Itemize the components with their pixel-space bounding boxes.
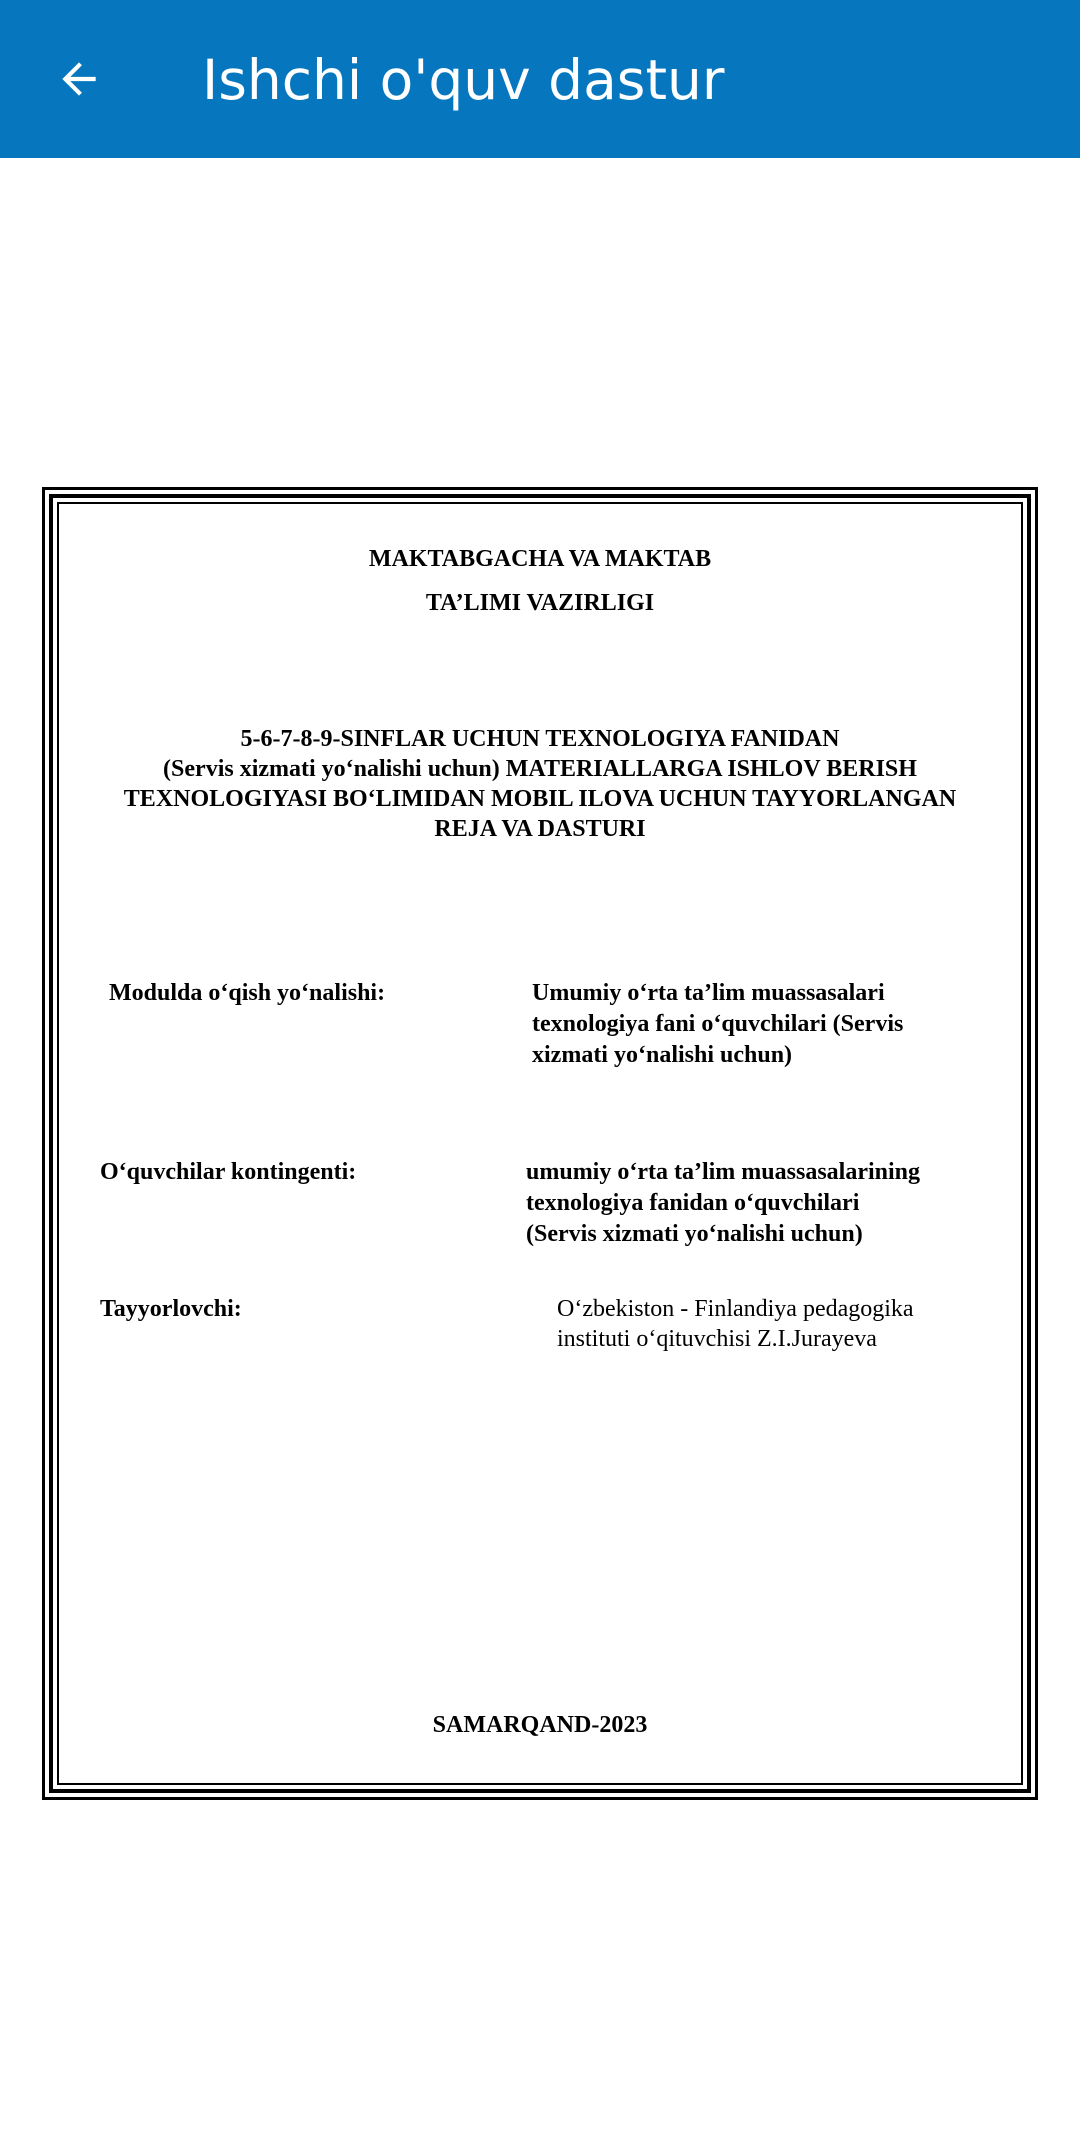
- field-label-author: Tayyorlovchi:: [100, 1296, 242, 1322]
- field-value-contingent-1: umumiy o‘rta ta’lim muassasalarining: [526, 1159, 921, 1185]
- page-title: Ishchi o'quv dastur: [202, 48, 725, 112]
- doc-title-line-4: REJA VA DASTURI: [434, 816, 646, 842]
- doc-footer: SAMARQAND-2023: [432, 1712, 648, 1738]
- field-value-direction-2: texnologiya fani o‘quvchilari (Servis: [532, 1011, 904, 1037]
- field-value-contingent-3: (Servis xizmati yo‘nalishi uchun): [526, 1221, 863, 1247]
- field-value-author-1: O‘zbekiston - Finlandiya pedagogika: [557, 1296, 914, 1322]
- doc-title-line-3: TEXNOLOGIYASI BO‘LIMIDAN MOBIL ILOVA UCHUN TAYYORLANGAN: [123, 786, 957, 812]
- field-value-author-2: instituti o‘qituvchisi Z.I.Jurayeva: [557, 1326, 877, 1352]
- field-value-contingent-2: texnologiya fanidan o‘quvchilari: [526, 1190, 860, 1216]
- ministry-line-2: TA’LIMI VAZIRLIGI: [425, 590, 655, 616]
- field-value-direction-3: xizmati yo‘nalishi uchun): [532, 1042, 793, 1068]
- ministry-line-1: MAKTABGACHA VA MAKTAB: [368, 546, 712, 572]
- field-label-direction: Modulda o‘qish yo‘nalishi:: [109, 980, 386, 1006]
- doc-title-line-2: (Servis xizmati yo‘nalishi uchun) MATERIALLARGA ISHLOV BERISH: [163, 756, 917, 782]
- field-value-direction-1: Umumiy o‘rta ta’lim muassasalari: [532, 980, 885, 1006]
- field-label-contingent: O‘quvchilar kontingenti:: [100, 1159, 357, 1185]
- doc-title-line-1: 5-6-7-8-9-SINFLAR UCHUN TEXNOLOGIYA FANIDAN: [240, 726, 840, 752]
